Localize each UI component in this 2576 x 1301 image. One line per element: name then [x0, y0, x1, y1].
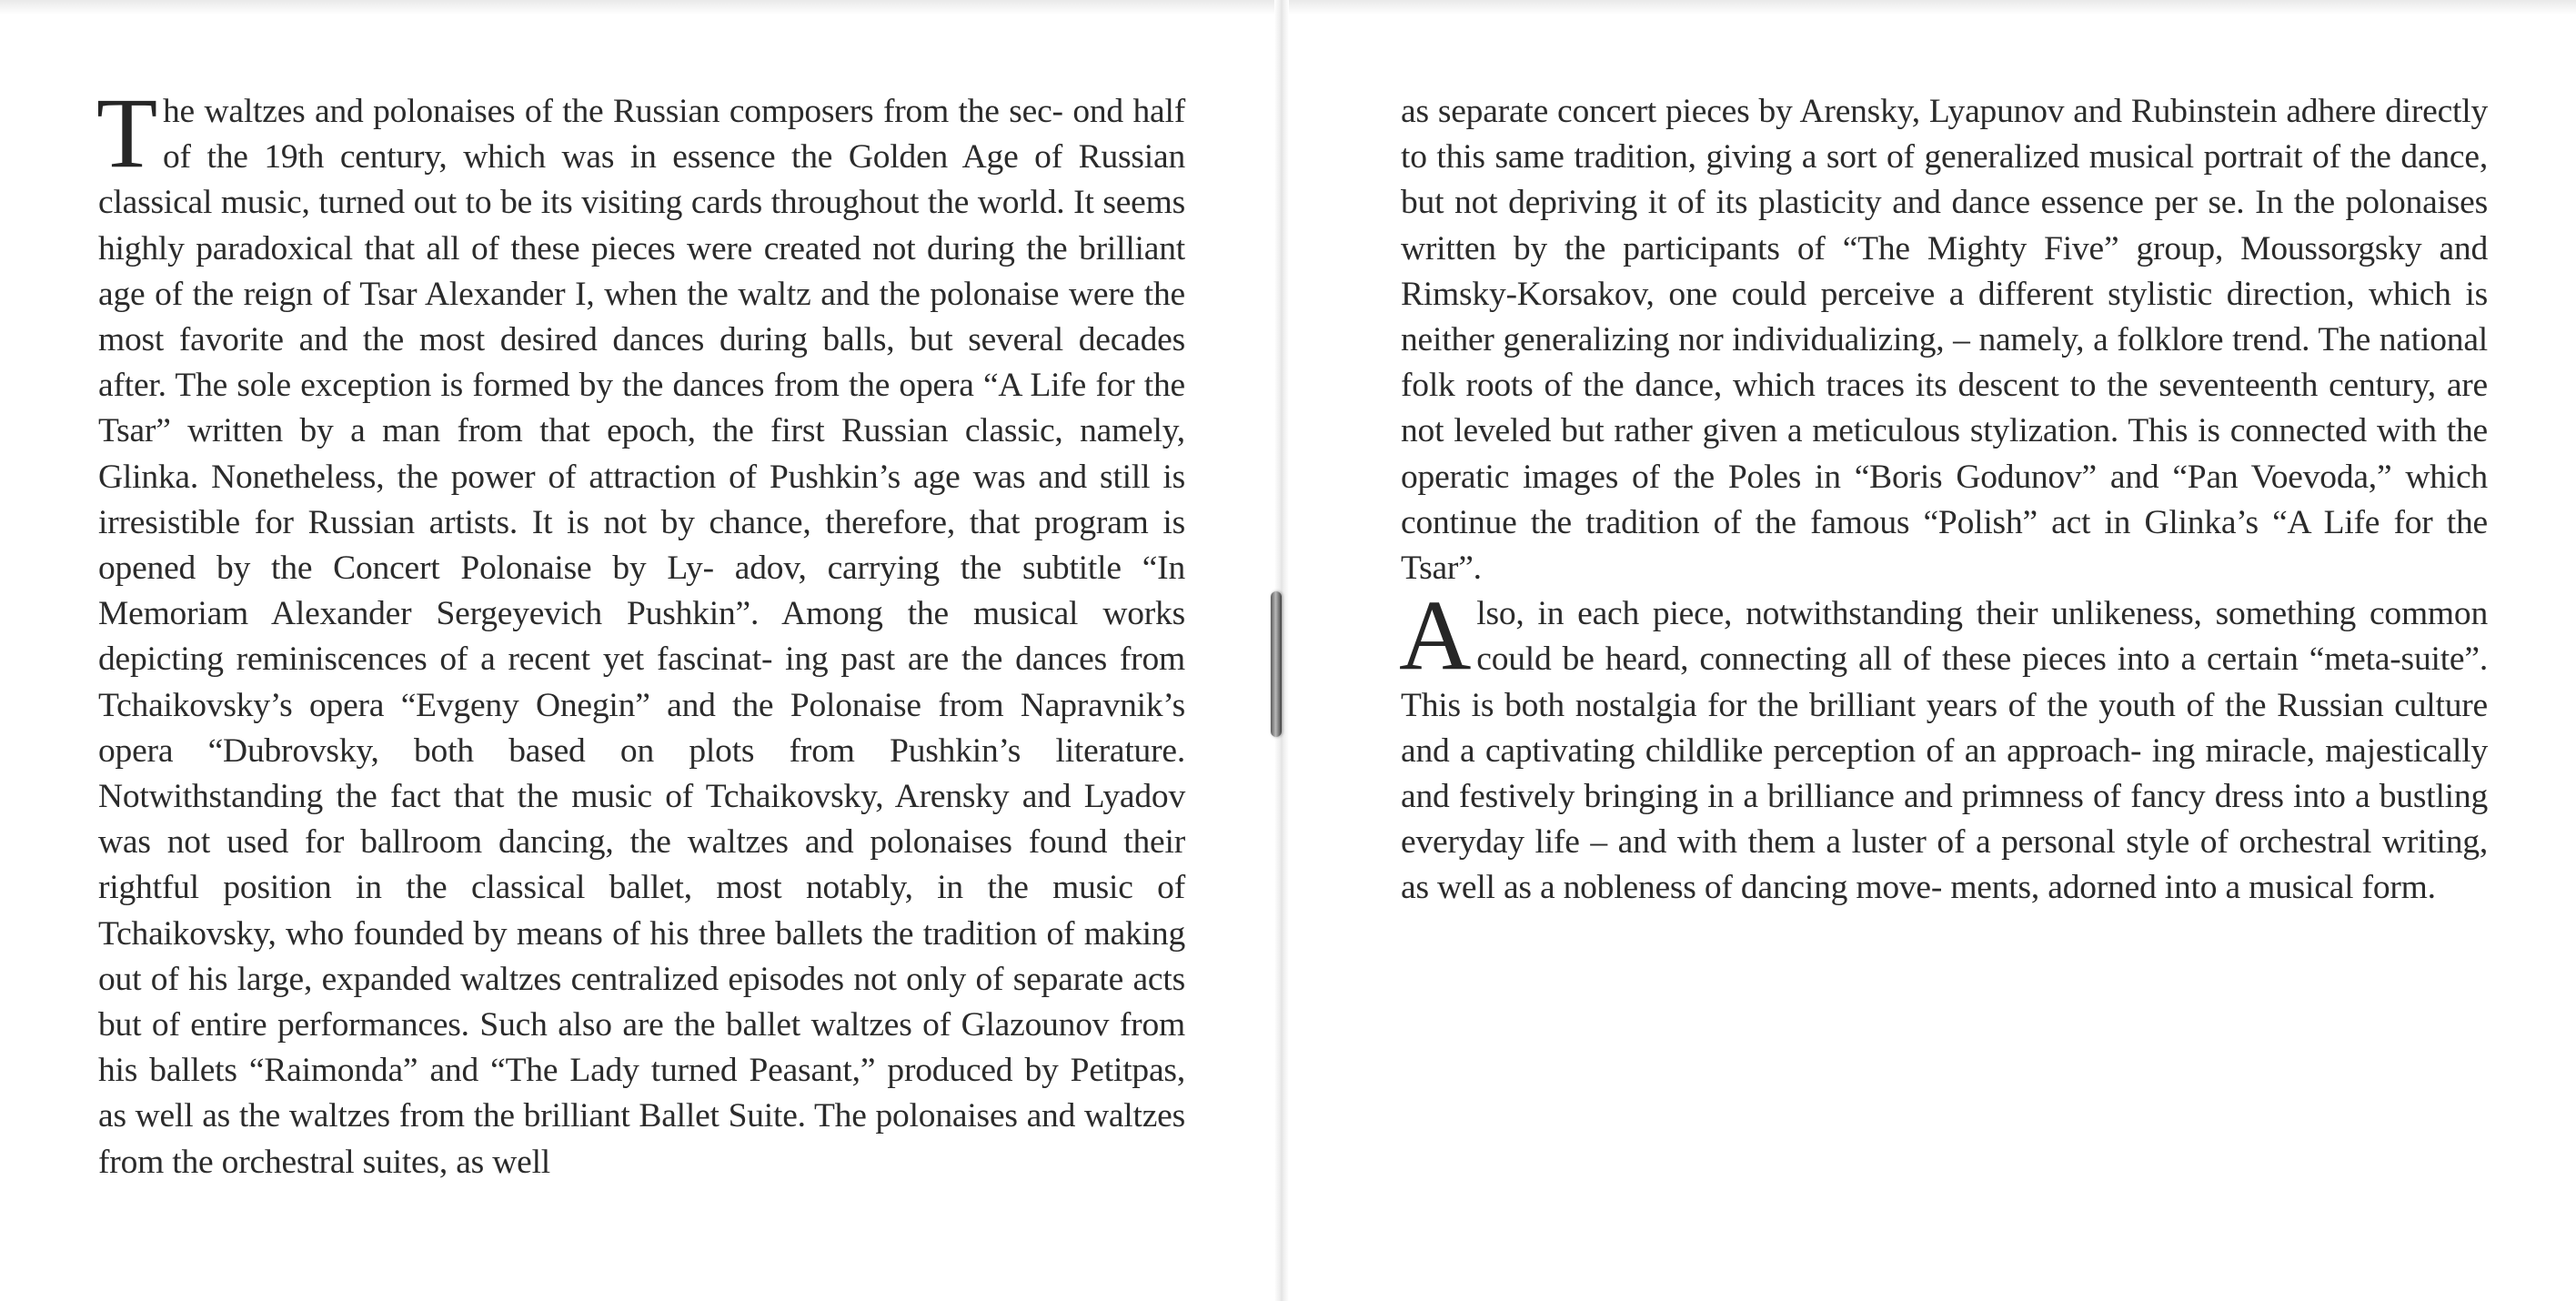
left-dropcap: T — [96, 77, 157, 188]
left-paragraph — [96, 77, 1185, 1185]
left-paragraph-body: he waltzes and polonaises of the Russian composers from the sec- ond half of the 19th century, which was in essence the Golden Age of Russian classical music, turned out to be its visiting cards throughout the world. It seems highly paradoxical that all of these pieces were created not during the brilliant age of the reign of Tsar Alexander I, when the waltz and the polonaise were the most favorite and the most desired dances during balls, but several decades after. The sole exception is formed by the dances from the opera “A Life for the Tsar” written by a man from that epoch, the first Russian classic, namely, Glinka. Nonetheless, the power of attraction of Pushkin’s age was and still is irresistible for Russian artists. It is not by chance, therefore, that program is opened by the Concert Polonaise by Ly- adov, carrying the subtitle “In Memoriam Alexander Sergeyevich Pushkin”. Among the musical works depicting reminiscences of a recent yet fascinat- ing past are the dances from Tchaikovsky’s opera “Evgeny Onegin” and the Polonaise from Napravnik’s opera “Dubrovsky, both based on plots from Pushkin’s literature. Notwithstanding the fact that the music of Tchaikovsky, Arensky and Lyadov was not used for ballroom dancing, the waltzes and polonaises found their rightful position in the classical ballet, most notably, in the music of Tchaikovsky, who founded by means of his three ballets the tradition of making out of his large, expanded waltzes centralized episodes not only of separate acts but of entire performances. Such also are the ballet waltzes of Glazounov from his ballets “Raimonda” and “The Lady turned Peasant,” produced by Petitpas, as well as the waltzes from the brilliant Ballet Suite. The polonaises and waltzes from the orchestral suites, as well — [98, 93, 1185, 1181]
right-paragraph-2-body: lso, in each piece, notwithstanding their unlikeness, something common could be heard, connecting all of these pieces into a certain “meta-suite”. This is both nostalgia for the brilliant years of the youth of the Russian culture and a captivating childlike perception of an approach- ing miracle, majestically and festively bringing in a brilliance and primness of fancy dress into a bustling everyday life – and with them a luster of a personal style of orchestral writing, as well as a nobleness of dancing move- ments, adorned into a musical form. — [1401, 595, 2488, 907]
left-page-text — [96, 77, 1185, 1185]
right-dropcap: A — [1399, 580, 1472, 691]
right-page-text — [1401, 89, 2488, 912]
right-paragraph-1: as separate concert pieces by Arensky, Lyapunov and Rubinstein adhere directly to this same tradition, giving a sort of generalized musical portrait of the dance, but not depriving it of its plasticity and dance essence per se. In the polonaises written by the participants of “The Mighty Five” group, Moussorgsky and Rimsky-Korsakov, one could perceive a different stylistic direction, which is neither generalizing nor individualizing, – namely, a folklore trend. The national folk roots of the dance, which traces its descent to the seventeenth century, are not leveled but rather given a meticulous stylization. This is connected with the operatic images of the Poles in “Boris Godunov” and “Pan Voevoda,” which continue the tradition of the famous “Polish” act in Glinka’s “A Life for the Tsar”. — [1401, 93, 2488, 588]
right-paragraph-2 — [1399, 580, 2488, 911]
staple — [1271, 591, 1282, 737]
